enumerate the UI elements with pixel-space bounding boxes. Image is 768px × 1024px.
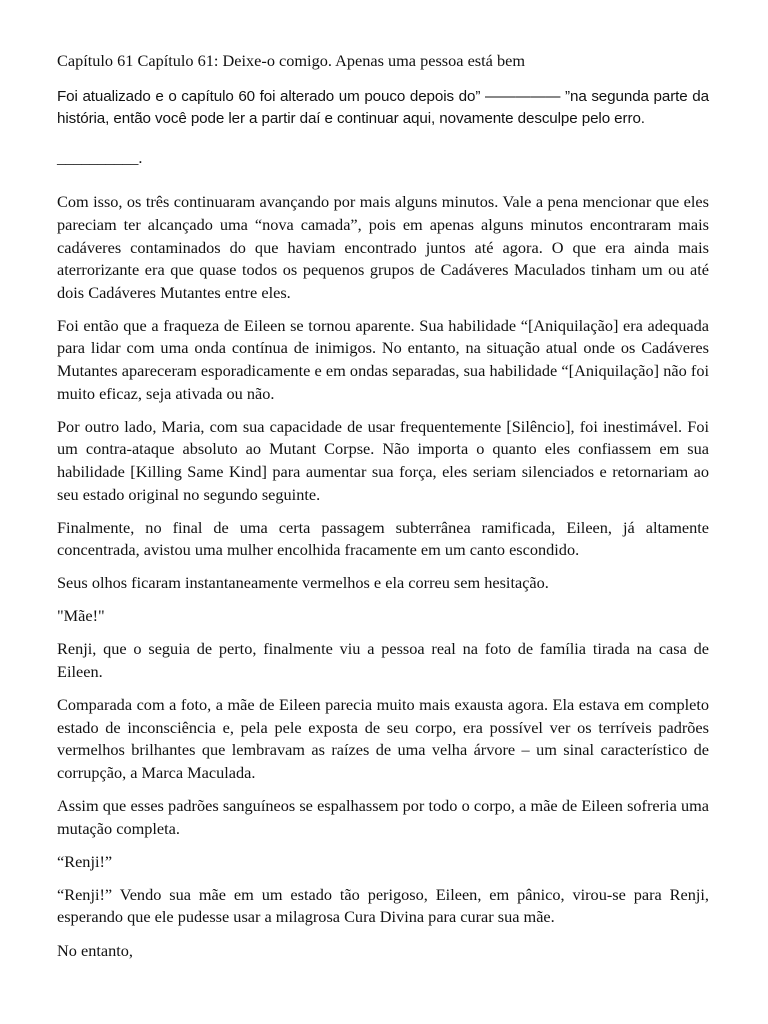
paragraph: Seus olhos ficaram instantaneamente vermelhos e ela correu sem hesitação.: [57, 573, 549, 593]
paragraph: Com isso, os três continuaram avançando por mais alguns minutos. Vale a pena mencionar que eles pareciam ter alcançado uma “nova camada”, pois em apenas alguns minutos encontraram mais cadáveres contaminados do que haviam encontrado juntos até agora. O que era ainda mais aterrorizante era que quase todos os pequenos grupos de Cadáveres Maculados tinham um ou até dois Cadáveres Mutantes entre eles.: [57, 192, 709, 302]
dialogue-line: “Renji!”: [57, 851, 113, 871]
document-page: [57, 50, 709, 973]
paragraph: Assim que esses padrões sanguíneos se espalhassem por todo o corpo, a mãe de Eileen sofreria uma mutação completa.: [57, 796, 709, 838]
paragraph: No entanto,: [57, 940, 133, 960]
paragraph: Foi então que a fraqueza de Eileen se tornou aparente. Sua habilidade “[Aniquilação] era adequada para lidar com uma onda contínua de inimigos. No entanto, na situação atual onde os Cadáveres Mutantes apareceram esporadicamente e em ondas separadas, sua habilidade “[Aniquilação] não foi muito eficaz, seja ativada ou não.: [57, 315, 709, 403]
paragraph: “Renji!” Vendo sua mãe em um estado tão perigoso, Eileen, em pânico, virou-se para Renji, esperando que ele pudesse usar a milagrosa Cura Divina para curar sua mãe.: [57, 884, 709, 927]
update-notice: Foi atualizado e o capítulo 60 foi alterado um pouco depois do” ————— ”na segunda parte da história, então você pode ler a partir daí e continuar aqui, novamente desculpe pelo erro.: [57, 87, 709, 128]
paragraph: Renji, que o seguia de perto, finalmente viu a pessoa real na foto de família tirada na casa de Eileen.: [57, 639, 709, 682]
chapter-title: Capítulo 61 Capítulo 61: Deixe-o comigo. Apenas uma pessoa está bem: [57, 51, 525, 70]
paragraph: Finalmente, no final de uma certa passagem subterrânea ramificada, Eileen, já altamente concentrada, avistou uma mulher encolhida fracamente em um canto escondido.: [57, 517, 709, 560]
separator-line: __________.: [57, 147, 143, 167]
paragraph: Comparada com a foto, a mãe de Eileen parecia muito mais exausta agora. Ela estava em completo estado de inconsciência e, pela pele exposta de seu corpo, era possível ver os terríveis padrões vermelhos brilhantes que lembravam as raízes de uma velha árvore – um sinal característico de corrupção, a Marca Maculada.: [57, 695, 709, 782]
paragraph: Por outro lado, Maria, com sua capacidade de usar frequentemente [Silêncio], foi inestimável. Foi um contra-ataque absoluto ao Mutant Corpse. Não importa o quanto eles confiassem em sua habilidade [Killing Same Kind] para aumentar sua força, eles seriam silenciados e retornariam ao seu estado original no segundo seguinte.: [57, 416, 709, 504]
dialogue-line: "Mãe!": [57, 606, 105, 626]
